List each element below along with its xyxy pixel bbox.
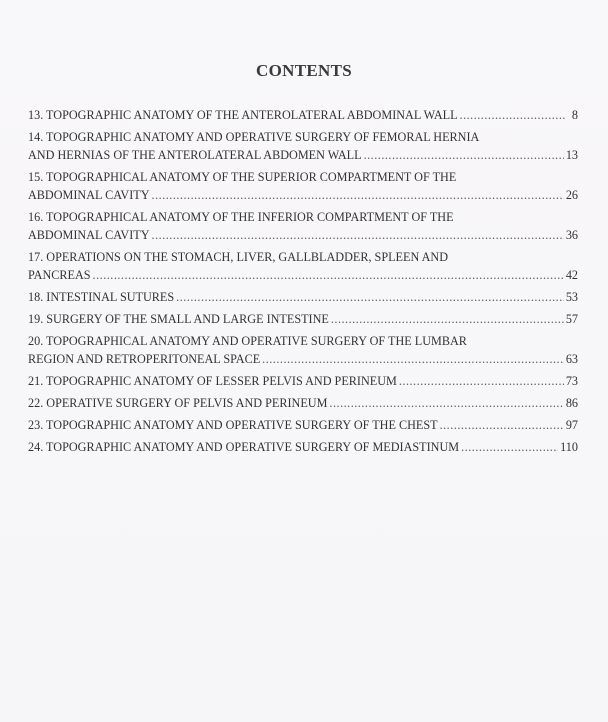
toc-entry-row xyxy=(28,106,578,124)
toc-entry-row xyxy=(28,226,578,244)
toc-entry-title: 23. TOPOGRAPHIC ANATOMY AND OPERATIVE SURGERY OF THE CHEST xyxy=(28,418,438,432)
toc-entry-title: 22. OPERATIVE SURGERY OF PELVIS AND PERINEUM xyxy=(28,396,328,410)
toc-entry-17[interactable] xyxy=(28,248,578,284)
toc-entry-row xyxy=(28,394,578,412)
toc-page-number: 42 xyxy=(565,268,578,282)
toc-page-number: 8 xyxy=(571,108,578,122)
toc-leader-dots xyxy=(460,106,566,124)
toc-page-number: 53 xyxy=(565,290,578,304)
table-of-contents xyxy=(28,106,578,460)
page-title: CONTENTS xyxy=(256,61,352,80)
toc-leader-dots xyxy=(176,288,564,306)
toc-entry-15[interactable] xyxy=(28,168,578,204)
toc-entry-21[interactable] xyxy=(28,372,578,390)
toc-page-number: 63 xyxy=(565,352,578,366)
toc-page-number: 97 xyxy=(565,418,578,432)
toc-entry-title: 14. TOPOGRAPHIC ANATOMY AND OPERATIVE SURGERY OF FEMORAL HERNIA xyxy=(28,130,480,144)
toc-entry-row xyxy=(28,438,578,456)
toc-leader-dots xyxy=(364,146,564,164)
toc-leader-dots xyxy=(440,416,564,434)
toc-leader-dots xyxy=(329,394,563,412)
toc-entry-title: 17. OPERATIONS ON THE STOMACH, LIVER, GALLBLADDER, SPLEEN AND xyxy=(28,250,449,264)
toc-entry-title-continued: REGION AND RETROPERITONEAL SPACE xyxy=(28,352,261,366)
toc-page-number: 110 xyxy=(560,440,578,454)
toc-entry-title: 21. TOPOGRAPHIC ANATOMY OF LESSER PELVIS AND PERINEUM xyxy=(28,374,397,388)
toc-page-number: 57 xyxy=(565,312,578,326)
toc-entry-row xyxy=(28,288,578,306)
toc-entry-14[interactable] xyxy=(28,128,578,164)
toc-entry-23[interactable] xyxy=(28,416,578,434)
toc-entry-20[interactable] xyxy=(28,332,578,368)
toc-entry-16[interactable] xyxy=(28,208,578,244)
toc-leader-dots xyxy=(399,372,564,390)
toc-entry-title: 13. TOPOGRAPHIC ANATOMY OF THE ANTEROLATERAL ABDOMINAL WALL xyxy=(28,108,458,122)
toc-entry-title: 24. TOPOGRAPHIC ANATOMY AND OPERATIVE SURGERY OF MEDIASTINUM xyxy=(28,440,460,454)
toc-entry-13[interactable] xyxy=(28,106,578,124)
toc-entry-22[interactable] xyxy=(28,394,578,412)
toc-entry-title-continued: ABDOMINAL CAVITY xyxy=(28,188,150,202)
toc-page-number: 26 xyxy=(565,188,578,202)
toc-leader-dots xyxy=(262,350,564,368)
toc-entry-18[interactable] xyxy=(28,288,578,306)
toc-entry-row xyxy=(28,350,578,368)
toc-entry-title: 18. INTESTINAL SUTURES xyxy=(28,290,175,304)
toc-entry-title-continued: PANCREAS xyxy=(28,268,91,282)
toc-page-number: 13 xyxy=(565,148,578,162)
toc-leader-dots xyxy=(152,226,564,244)
toc-page-number: 86 xyxy=(565,396,578,410)
toc-leader-dots xyxy=(152,186,564,204)
toc-leader-dots xyxy=(93,266,564,284)
toc-entry-title: 20. TOPOGRAPHICAL ANATOMY AND OPERATIVE SURGERY OF THE LUMBAR xyxy=(28,334,467,348)
toc-entry-row xyxy=(28,416,578,434)
toc-entry-row xyxy=(28,266,578,284)
toc-entry-row xyxy=(28,372,578,390)
toc-entry-row xyxy=(28,310,578,328)
toc-page-number: 36 xyxy=(565,228,578,242)
toc-entry-title: 16. TOPOGRAPHICAL ANATOMY OF THE INFERIOR COMPARTMENT OF THE xyxy=(28,210,454,224)
toc-entry-24[interactable] xyxy=(28,438,578,456)
toc-leader-dots xyxy=(461,438,558,456)
toc-entry-title-continued: ABDOMINAL CAVITY xyxy=(28,228,150,242)
toc-entry-row xyxy=(28,146,578,164)
toc-leader-dots xyxy=(331,310,564,328)
toc-entry-19[interactable] xyxy=(28,310,578,328)
toc-entry-title: 19. SURGERY OF THE SMALL AND LARGE INTESTINE xyxy=(28,312,329,326)
toc-entry-title-continued: AND HERNIAS OF THE ANTEROLATERAL ABDOMEN WALL xyxy=(28,148,362,162)
toc-entry-title: 15. TOPOGRAPHICAL ANATOMY OF THE SUPERIOR COMPARTMENT OF THE xyxy=(28,170,457,184)
toc-entry-row xyxy=(28,186,578,204)
toc-page-number: 73 xyxy=(565,374,578,388)
